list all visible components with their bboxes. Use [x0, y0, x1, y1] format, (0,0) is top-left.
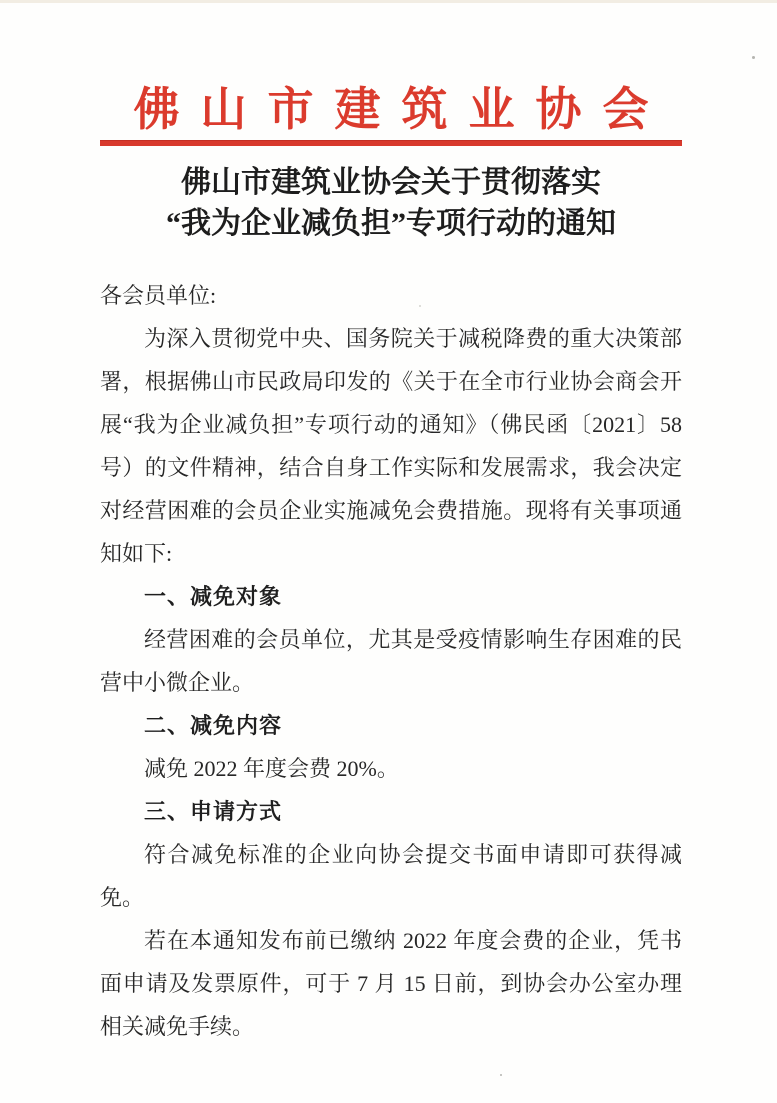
document-title-line1: 佛山市建筑业协会关于贯彻落实	[181, 166, 601, 199]
salutation: 各会员单位:	[100, 283, 217, 308]
paragraph-section-3b: 若在本通知发布前已缴纳 2022 年度会费的企业，凭书面申请及发票原件，可于 7 月 15 日前，到协会办公室办理相关减免手续。	[100, 928, 682, 1039]
section-heading-2: 二、减免内容	[144, 713, 283, 738]
section-heading-1: 一、减免对象	[144, 584, 283, 609]
letterhead-org-name: 佛山市建筑业协会	[133, 84, 670, 135]
paragraph-section-1: 经营困难的会员单位，尤其是受疫情影响生存困难的民营中小微企业。	[100, 627, 682, 695]
document-content	[100, 0, 682, 1048]
paragraph-section-3a: 符合减免标准的企业向协会提交书面申请即可获得减免。	[100, 842, 682, 910]
document-body	[100, 274, 682, 1048]
section-heading-3: 三、申请方式	[144, 799, 283, 824]
letterhead-red-rule	[100, 140, 682, 146]
paragraph-intro: 为深入贯彻党中央、国务院关于减税降费的重大决策部署，根据佛山市民政局印发的《关于在全市行业协会商会开展“我为企业减负担”专项行动的通知》（佛民函〔2021〕58 号）的文件精神，结合自身工作实际和发展需求，我会决定对经营困难的会员企业实施减免会费措施。现将有关事项通知如下:	[100, 326, 682, 566]
scan-speck	[500, 1074, 502, 1076]
document-title-line2: “我为企业减负担”专项行动的通知	[166, 207, 616, 240]
document-title	[100, 162, 682, 244]
scan-speck	[752, 56, 755, 59]
paragraph-section-2: 减免 2022 年度会费 20%。	[144, 756, 399, 781]
